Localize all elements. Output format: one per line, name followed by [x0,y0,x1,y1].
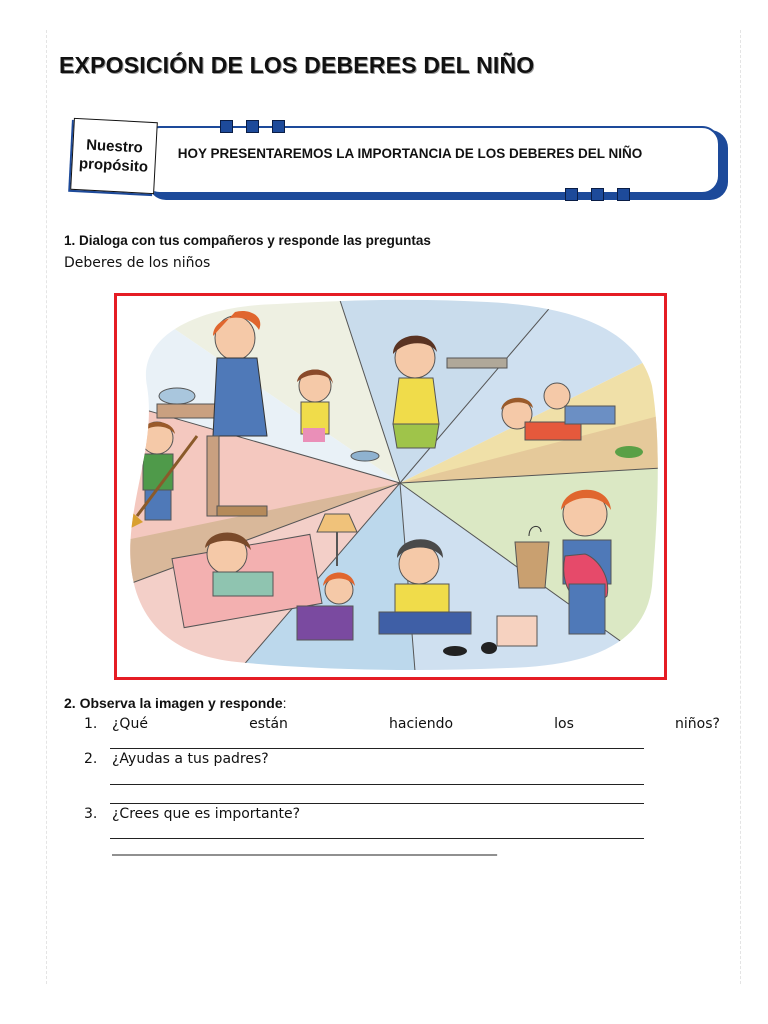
answer-underscore-line[interactable]: _______________________________________________________________________ [112,840,496,856]
children-chores-illustration [114,293,667,680]
purpose-banner [66,118,666,206]
question-text: ¿Ayudas a tus padres? [112,751,269,767]
section1-subheading: Deberes de los niños [64,255,211,271]
section2-heading-suffix: : [282,695,287,711]
question-number: 2. [84,751,98,767]
question-word: haciendo [389,716,454,732]
decor-square [272,120,285,133]
question-word: ¿Qué [112,716,148,732]
question-word: los [554,716,574,732]
right-margin-guide [740,30,741,984]
purpose-tag-line2: propósito [78,155,149,176]
decor-square [246,120,259,133]
decor-square [591,188,604,201]
question-word: niños? [675,716,720,732]
question-text [112,716,720,732]
page-title: EXPOSICIÓN DE LOS DEBERES DEL NIÑO [59,52,535,78]
question-text: ¿Crees que es importante? [112,806,301,822]
answer-line[interactable] [110,803,644,804]
answer-line[interactable] [110,838,644,839]
purpose-tag-line1: Nuestro [85,136,144,157]
banner-text: HOY PRESENTAREMOS LA IMPORTANCIA DE LOS DEBERES DEL NIÑO [177,146,643,161]
purpose-tag [70,118,158,194]
question-word: están [249,716,288,732]
section2-heading [64,695,287,711]
decor-square [565,188,578,201]
answer-line[interactable] [110,784,644,785]
section1-heading: 1. Dialoga con tus compañeros y responde las preguntas [64,233,431,248]
answer-line[interactable] [110,748,644,749]
chores-wheel-image [117,296,664,677]
decor-square [220,120,233,133]
section2-heading-text: 2. Observa la imagen y responde [64,695,283,711]
decor-square [617,188,630,201]
left-margin-guide [46,30,47,984]
question-number: 1. [84,716,98,732]
question-number: 3. [84,806,98,822]
